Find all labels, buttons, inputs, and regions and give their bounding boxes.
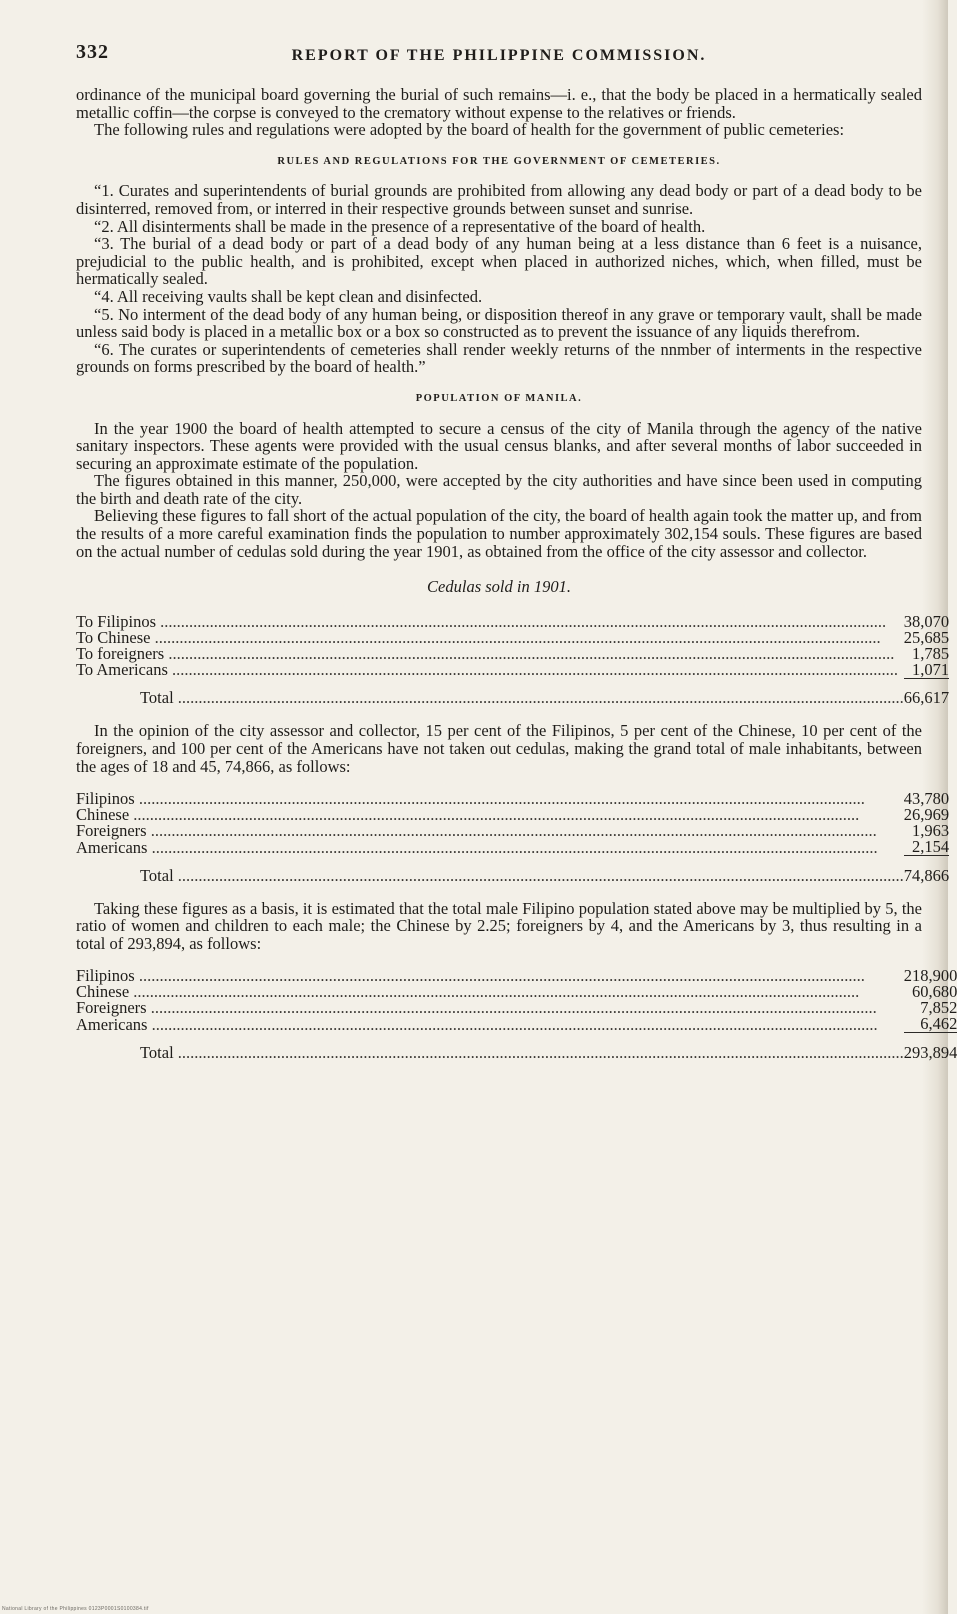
rules-heading: RULES AND REGULATIONS FOR THE GOVERNMENT OF CEMETERIES. <box>277 155 721 167</box>
page-header <box>76 41 922 74</box>
total-label: Total ..... <box>76 856 904 884</box>
table-row <box>76 839 949 856</box>
row-label: Chinese ..... <box>76 984 904 1000</box>
male-inhabitants-table <box>76 791 949 884</box>
document-page <box>76 41 957 1062</box>
total-population-table <box>76 968 957 1061</box>
row-label: Foreigners ..... <box>76 1000 904 1016</box>
rule-item: “1. Curates and superintendents of burial grounds are prohibited from allowing any dead body or part of a dead body to be disinterred, removed from, or interred in their respective grounds between sunset and sunrise. <box>76 181 922 218</box>
assessor-paragraph: In the opinion of the city assessor and collector, 15 per cent of the Filipinos, 5 per cent of the Chinese, 10 per cent of the foreigners, and 100 per cent of the Americans have not taken out cedulas, making the grand total of male inhabitants, between the ages of 18 and 45, 74,866, as follows: <box>76 721 922 776</box>
row-value: 1,071 <box>912 659 950 679</box>
table-row <box>76 823 949 839</box>
total-row <box>76 1033 957 1061</box>
row-value: 38,070 <box>903 611 950 631</box>
row-value: 2,154 <box>912 837 950 857</box>
rule-item: “6. The curates or superintendents of cemeteries shall render weekly returns of the nnmber of interments in the respective grounds on forms prescribed by the board of health.” <box>76 339 922 377</box>
table-row <box>76 1016 957 1033</box>
intro-paragraph-1: ordinance of the municipal board governing the burial of such remains—i. e., that the body be placed in a hermatically sealed metallic coffin—the corpse is conveyed to the crematory without expense to the relatives or friends. <box>76 85 922 122</box>
population-paragraph-1: In the year 1900 the board of health attempted to secure a census of the city of Manila through the agency of the native sanitary inspectors. These agents were provided with the usual census blanks, and after several months of labor succeeded in securing an approximate estimate of the population. <box>76 418 922 473</box>
population-paragraph-2: The figures obtained in this manner, 250,000, were accepted by the city authorities and have since been used in computing the birth and death rate of the city. <box>76 471 922 508</box>
rule-item: “5. No interment of the dead body of any human being, or disposition thereof in any grave or temporary vault, shall be made unless said body is placed in a metallic box or a box so constructed as to prevent the issuance of any liquids therefrom. <box>76 304 922 342</box>
running-head: REPORT OF THE PHILIPPINE COMMISSION. <box>291 47 707 64</box>
population-heading: POPULATION OF MANILA. <box>415 392 583 404</box>
total-label: Total ..... <box>76 678 904 706</box>
total-row <box>76 678 949 706</box>
row-label: Foreigners ..... <box>76 823 904 839</box>
row-label: To Filipinos ..... <box>76 614 904 630</box>
estimate-paragraph: Taking these figures as a basis, it is estimated that the total male Filipino population stated above may be multiplied by 5, the ratio of women and children to each male; the Chinese by 2.25; foreigners by 4, and the Americans by 3, thus resulting in a total of 293,894, as follows: <box>76 898 922 953</box>
row-value: 218,900 <box>903 966 957 986</box>
page-number: 332 <box>76 41 109 63</box>
total-value: 293,894 <box>904 1033 957 1061</box>
row-label: Americans ..... <box>76 839 904 856</box>
total-value: 74,866 <box>904 856 949 884</box>
row-label: To foreigners ..... <box>76 646 904 662</box>
row-value: 6,462 <box>920 1014 957 1034</box>
row-value: 1,963 <box>912 821 950 841</box>
rule-item: “3. The burial of a dead body or part of a dead body of any human being at a less distance than 6 feet is a nuisance, prejudicial to the public health, and is prohibited, except when placed in authorized niches, which, when filled, must be hermatically sealed. <box>76 234 922 289</box>
row-label: To Chinese ..... <box>76 630 904 646</box>
row-label: Filipinos ..... <box>76 791 904 807</box>
row-label: Americans ..... <box>76 1016 904 1033</box>
total-label: Total ..... <box>76 1033 904 1061</box>
scan-credit: National Library of the Philippines 0123P0001S0100384.tif <box>2 1606 149 1612</box>
row-value: 60,680 <box>912 982 957 1002</box>
row-value: 1,785 <box>912 643 950 663</box>
row-value: 7,852 <box>920 998 957 1018</box>
total-value: 66,617 <box>904 678 949 706</box>
table-row <box>76 1000 957 1016</box>
row-value: 26,969 <box>903 805 950 825</box>
row-label: To Americans ..... <box>76 662 904 679</box>
row-value: 25,685 <box>903 627 950 647</box>
intro-paragraph-2: The following rules and regulations were adopted by the board of health for the government of public cemeteries: <box>94 120 845 140</box>
rule-item: “4. All receiving vaults shall be kept clean and disinfected. <box>94 286 483 306</box>
table-caption: Cedulas sold in 1901. <box>427 577 571 597</box>
row-label: Filipinos ..... <box>76 968 904 984</box>
cedulas-table <box>76 611 950 708</box>
population-paragraph-3: Believing these figures to fall short of the actual population of the city, the board of health again took the matter up, and from the results of a more careful examination finds the population to number approximately 302,154 souls. These figures are based on the actual number of cedulas sold during the year 1901, as obtained from the office of the city assessor and collector. <box>76 506 922 561</box>
table-row <box>76 662 949 679</box>
total-row <box>76 856 949 884</box>
row-value: 43,780 <box>903 789 950 809</box>
rule-item: “2. All disinterments shall be made in the presence of a representative of the board of health. <box>94 216 706 236</box>
row-label: Chinese ..... <box>76 807 904 823</box>
